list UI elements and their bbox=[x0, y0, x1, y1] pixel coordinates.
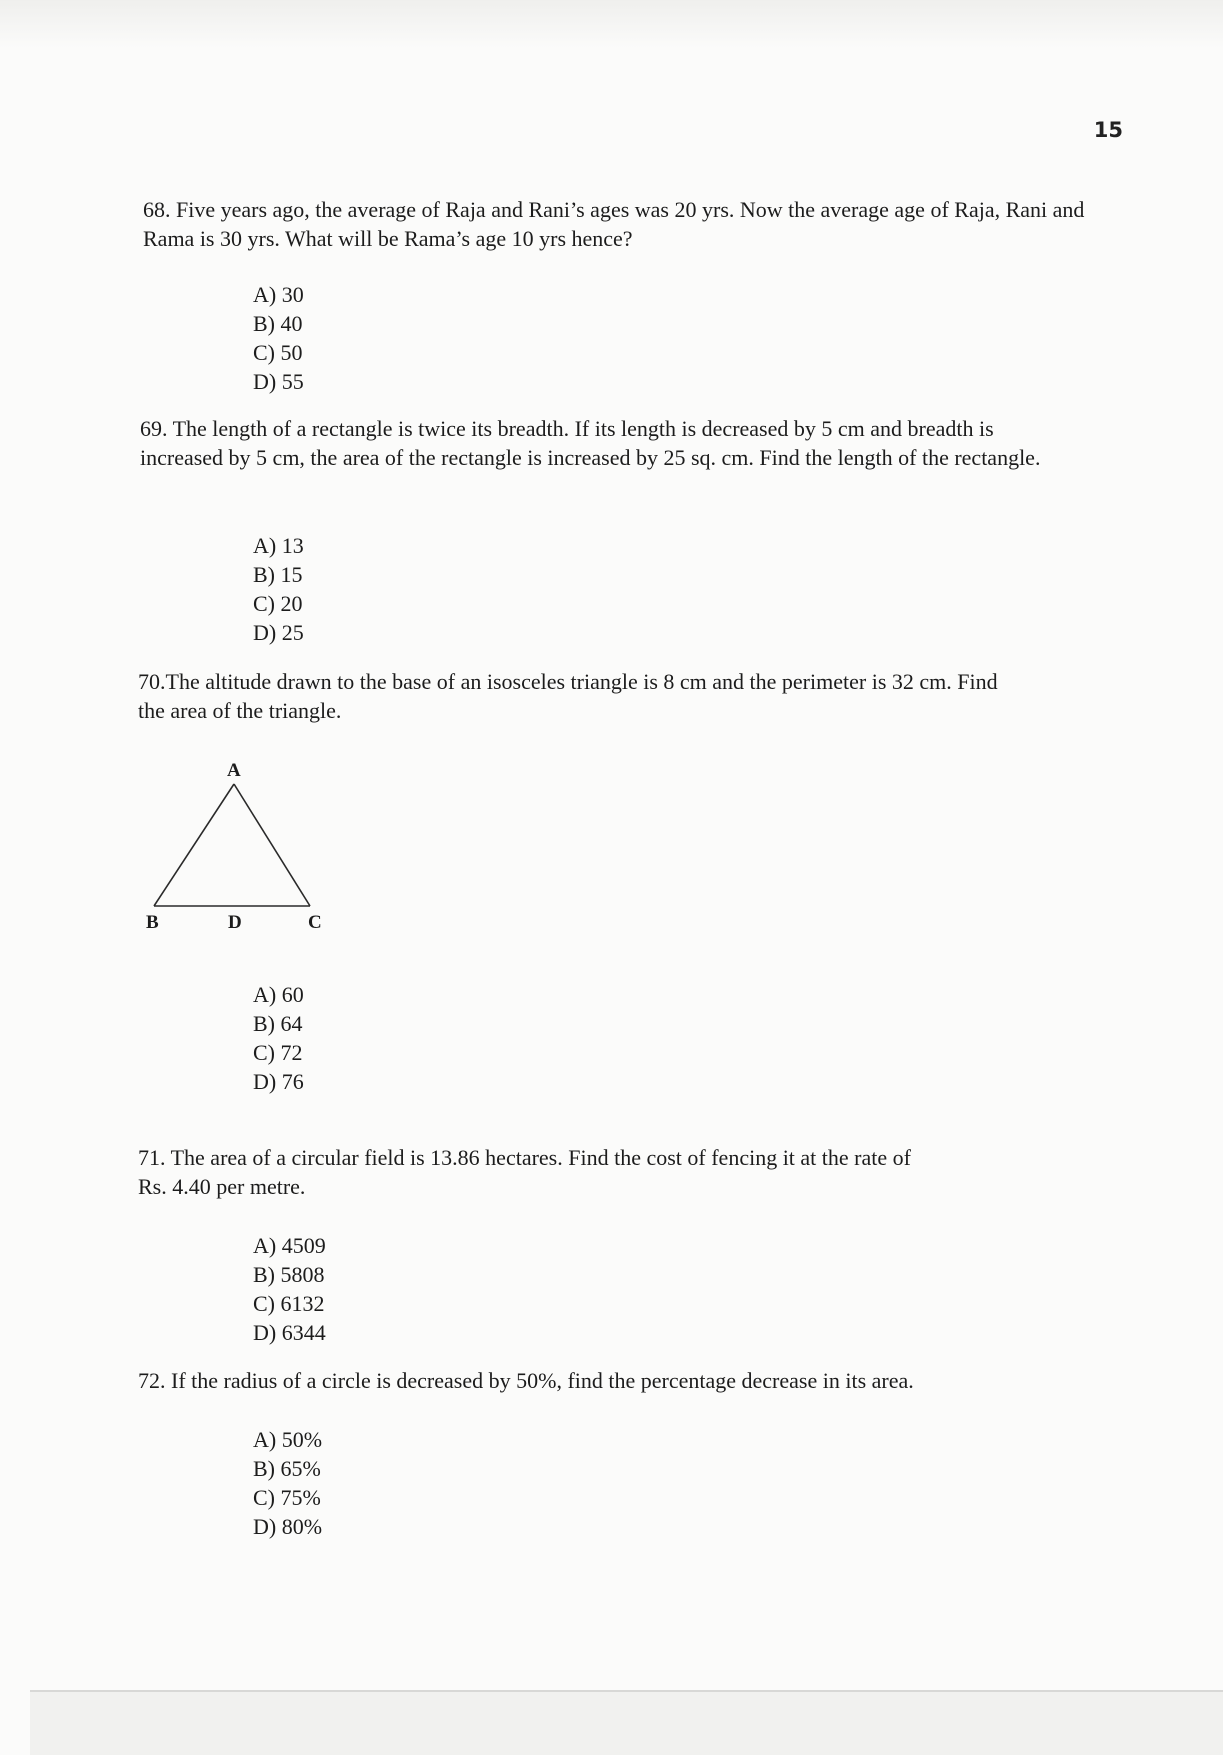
option-d: D) 76 bbox=[253, 1069, 304, 1094]
option-b: B) 5808 bbox=[253, 1262, 325, 1287]
option-b: B) 15 bbox=[253, 562, 303, 587]
triangle-side-ac bbox=[234, 784, 310, 906]
question-69: 69. The length of a rectangle is twice its breadth. If its length is decreased by 5 cm and breadth is increased by 5 cm, the area of the rectangle is increased by 25 sq. cm. Find the length of the rectangle. bbox=[140, 416, 1041, 470]
isosceles-triangle-figure bbox=[140, 752, 340, 934]
option-c: C) 20 bbox=[253, 591, 303, 616]
option-c: C) 50 bbox=[253, 340, 303, 365]
question-70: 70.The altitude drawn to the base of an isosceles triangle is 8 cm and the perimeter is 32 cm. Find the area of the triangle. bbox=[138, 669, 998, 723]
vertex-label-b: B bbox=[146, 912, 159, 933]
option-c: C) 6132 bbox=[253, 1291, 325, 1316]
option-c: C) 72 bbox=[253, 1040, 303, 1065]
triangle-side-ab bbox=[154, 784, 234, 906]
option-b: B) 65% bbox=[253, 1456, 321, 1481]
vertex-label-a: A bbox=[227, 760, 241, 781]
scan-bottom-edge bbox=[30, 1690, 1223, 1755]
option-d: D) 80% bbox=[253, 1514, 323, 1539]
option-a: A) 4509 bbox=[253, 1233, 326, 1258]
question-68: 68. Five years ago, the average of Raja and Rani’s ages was 20 yrs. Now the average age of Raja, Rani and Rama is 30 yrs. What will be Rama’s age 10 yrs hence? bbox=[143, 197, 1085, 251]
option-a: A) 13 bbox=[253, 533, 304, 558]
scan-top-edge bbox=[0, 0, 1223, 48]
option-b: B) 64 bbox=[253, 1011, 303, 1036]
question-71: 71. The area of a circular field is 13.86 hectares. Find the cost of fencing it at the rate of Rs. 4.40 per metre. bbox=[138, 1145, 911, 1199]
question-68-options bbox=[253, 280, 304, 396]
option-d: D) 6344 bbox=[253, 1320, 326, 1345]
option-a: A) 30 bbox=[253, 282, 304, 307]
vertex-label-c: C bbox=[308, 912, 322, 933]
question-72: 72. If the radius of a circle is decreased by 50%, find the percentage decrease in its area. bbox=[138, 1368, 914, 1393]
option-c: C) 75% bbox=[253, 1485, 321, 1510]
page-number: 15 bbox=[1093, 118, 1123, 142]
option-a: A) 60 bbox=[253, 982, 304, 1007]
option-d: D) 55 bbox=[253, 369, 304, 394]
question-71-options bbox=[253, 1231, 326, 1347]
question-72-options bbox=[253, 1425, 322, 1541]
question-70-options bbox=[253, 980, 304, 1096]
option-d: D) 25 bbox=[253, 620, 304, 645]
question-69-options bbox=[253, 531, 304, 647]
option-b: B) 40 bbox=[253, 311, 303, 336]
option-a: A) 50% bbox=[253, 1427, 323, 1452]
vertex-label-d: D bbox=[228, 912, 242, 933]
